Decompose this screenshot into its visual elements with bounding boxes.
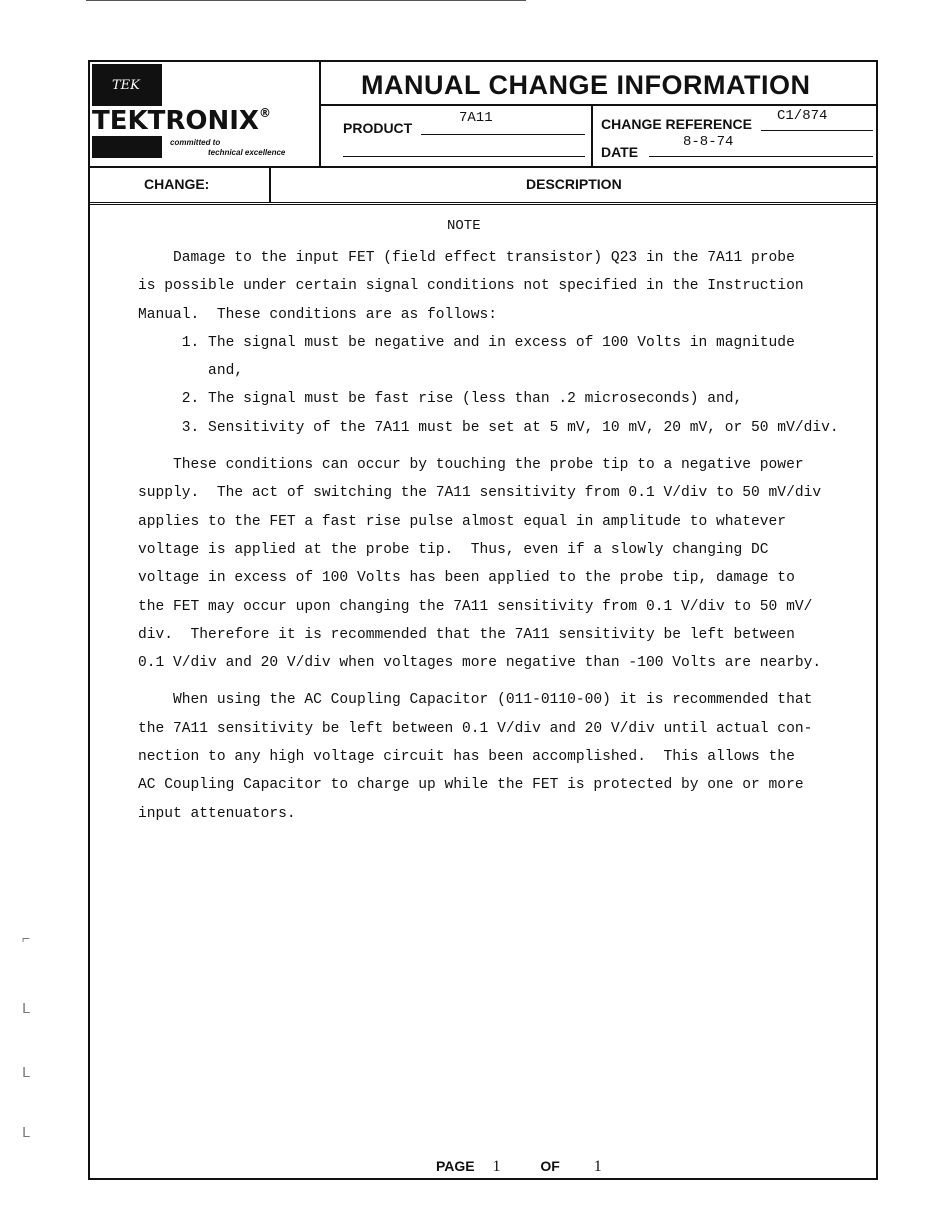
company-name: TEKTRONIX: [92, 106, 259, 136]
body-line: 2. The signal must be fast rise (less than .2 microseconds) and,: [138, 391, 743, 408]
margin-mark: ᒪ: [22, 1000, 30, 1016]
change-column-label: CHANGE:: [144, 176, 210, 192]
date-label: DATE: [601, 144, 639, 160]
body-line: nection to any high voltage circuit has been accomplished. This allows the: [138, 749, 795, 766]
body-line: 0.1 V/div and 20 V/div when voltages more negative than -100 Volts are nearby.: [138, 655, 822, 672]
body-line: When using the AC Coupling Capacitor (011-0110-00) it is recommended that: [138, 692, 813, 709]
product-second-line: [343, 156, 585, 157]
body-line: 3. Sensitivity of the 7A11 must be set at 5 mV, 10 mV, 20 mV, or 50 mV/div.: [138, 419, 839, 436]
description-body: [138, 244, 878, 828]
margin-mark: ⌐: [22, 930, 31, 946]
date-value: 8-8-74: [683, 134, 734, 150]
change-reference-label: CHANGE REFERENCE: [601, 116, 752, 132]
registered-mark: ®: [258, 106, 271, 120]
body-line: the FET may occur upon changing the 7A11 sensitivity from 0.1 V/div to 50 mV/: [138, 598, 813, 615]
page-label: PAGE: [436, 1158, 475, 1174]
product-field: [321, 106, 593, 166]
change-reference-underline: [761, 130, 873, 131]
body-line: div. Therefore it is recommended that the 7A11 sensitivity be left between: [138, 626, 795, 643]
body-line: Damage to the input FET (field effect transistor) Q23 in the 7A11 probe: [138, 250, 795, 266]
product-label: PRODUCT: [343, 120, 413, 136]
column-header: [90, 166, 876, 205]
product-underline: [421, 134, 585, 135]
note-heading: NOTE: [447, 218, 481, 234]
body-line: applies to the FET a fast rise pulse almost equal in amplitude to whatever: [138, 513, 787, 530]
logo-emblem: [92, 64, 162, 106]
description-column-label: DESCRIPTION: [526, 176, 622, 192]
body-line: input attenuators.: [138, 805, 296, 822]
company-tagline: [170, 138, 285, 158]
body-line: These conditions can occur by touching the probe tip to a negative power: [138, 457, 804, 474]
body-line: supply. The act of switching the 7A11 sensitivity from 0.1 V/div to 50 mV/div: [138, 485, 822, 502]
date-underline: [649, 156, 873, 157]
title-cell: [321, 62, 876, 106]
change-form: [88, 60, 878, 1180]
body-line: voltage in excess of 100 Volts has been applied to the probe tip, damage to: [138, 570, 795, 587]
reference-fields: [593, 106, 876, 166]
body-line: Manual. These conditions are as follows:: [138, 306, 498, 323]
tagline-line-2: technical excellence: [208, 148, 286, 157]
company-logo: [90, 62, 321, 166]
body-line: 1. The signal must be negative and in excess of 100 Volts in magnitude: [138, 334, 795, 351]
body-line: the 7A11 sensitivity be left between 0.1 V/div and 20 V/div until actual con-: [138, 720, 813, 737]
tagline-line-1: committed to: [170, 138, 221, 147]
logo-bar: [92, 136, 162, 158]
top-edge-line: [86, 0, 526, 1]
product-value: 7A11: [459, 110, 493, 126]
page-number: 1: [492, 1158, 501, 1175]
body-line: is possible under certain signal conditions not specified in the Instruction: [138, 278, 804, 295]
margin-mark: ᒪ: [22, 1124, 30, 1140]
page-footer: [436, 1158, 602, 1176]
form-header: [90, 62, 876, 168]
total-pages: 1: [593, 1158, 602, 1175]
body-line: voltage is applied at the probe tip. Thus, even if a slowly changing DC: [138, 541, 769, 558]
margin-mark: ᒪ: [22, 1064, 30, 1080]
change-reference-value: C1/874: [777, 108, 828, 124]
body-line: and,: [138, 363, 244, 380]
document-title: MANUAL CHANGE INFORMATION: [361, 70, 811, 100]
body-line: AC Coupling Capacitor to charge up while the FET is protected by one or more: [138, 777, 804, 794]
change-column-cell: [90, 166, 271, 202]
of-label: OF: [540, 1158, 560, 1174]
logo-emblem-text: TEK: [112, 78, 140, 93]
